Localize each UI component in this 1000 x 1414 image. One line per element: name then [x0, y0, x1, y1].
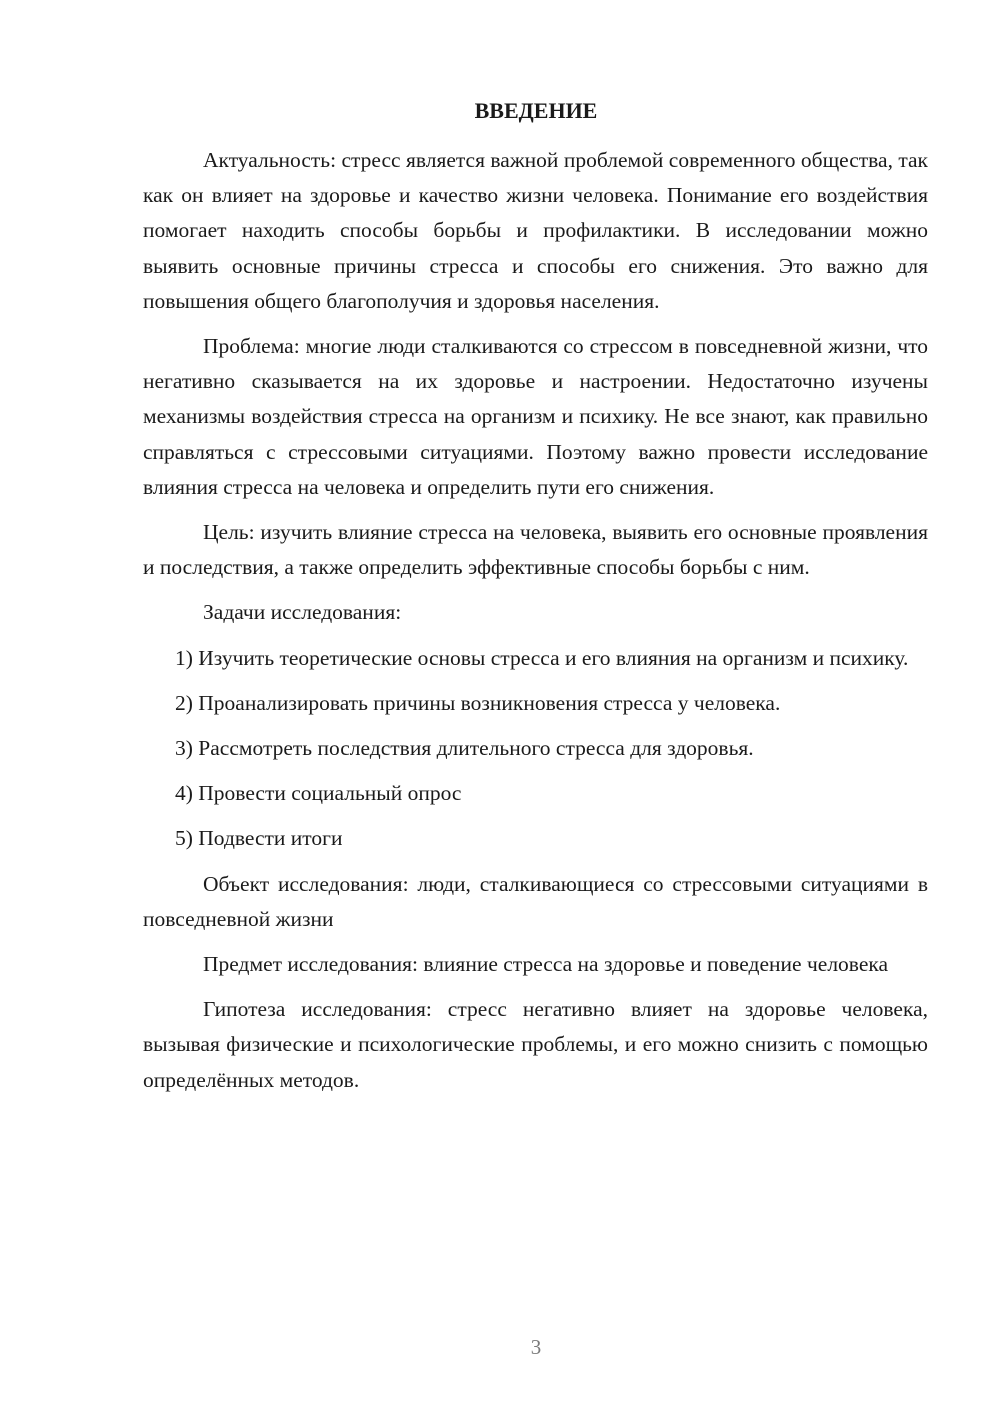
document-body — [143, 143, 928, 1108]
paragraph-hypothesis: Гипотеза исследования: стресс негативно влияет на здоровье человека, вызывая физические и психологические проблемы, и его можно снизить с помощью определённых методов. — [143, 997, 928, 1092]
paragraph-problem: Проблема: многие люди сталкиваются со стрессом в повседневной жизни, что негативно сказывается на их здоровье и настроении. Недостаточно изучены механизмы воздействия стресса на организм и психику. Не все знают, как правильно справляться с стрессовыми ситуациями. Поэтому важно провести исследование влияния стресса на человека и определить пути его снижения. — [143, 334, 928, 499]
list-item: 5) Подвести итоги — [175, 826, 343, 851]
paragraph-goal: Цель: изучить влияние стресса на человека, выявить его основные проявления и последствия, а также определить эффективные способы борьбы с ним. — [143, 520, 928, 580]
paragraph-object: Объект исследования: люди, сталкивающиеся со стрессовыми ситуациями в повседневной жизни — [143, 871, 928, 931]
tasks-heading: Задачи исследования: — [203, 600, 402, 625]
paragraph-subject: Предмет исследования: влияние стресса на здоровье и поведение человека — [203, 952, 889, 977]
page-title: ВВЕДЕНИЕ — [474, 98, 598, 123]
list-item: 2) Проанализировать причины возникновения стресса у человека. — [175, 690, 781, 715]
list-item: 1) Изучить теоретические основы стресса и его влияния на организм и психику. — [175, 645, 909, 670]
paragraph-relevance: Актуальность: стресс является важной проблемой современного общества, так как он влияет на здоровье и качество жизни человека. Понимание его воздействия помогает находить способы борьбы и профилактики. В исследовании можно выявить основные причины стресса и способы его снижения. Это важно для повышения общего благополучия и здоровья населения. — [143, 148, 928, 313]
page-number: 3 — [530, 1335, 542, 1359]
list-item: 3) Рассмотреть последствия длительного стресса для здоровья. — [175, 736, 754, 761]
list-item: 4) Провести социальный опрос — [175, 781, 462, 806]
